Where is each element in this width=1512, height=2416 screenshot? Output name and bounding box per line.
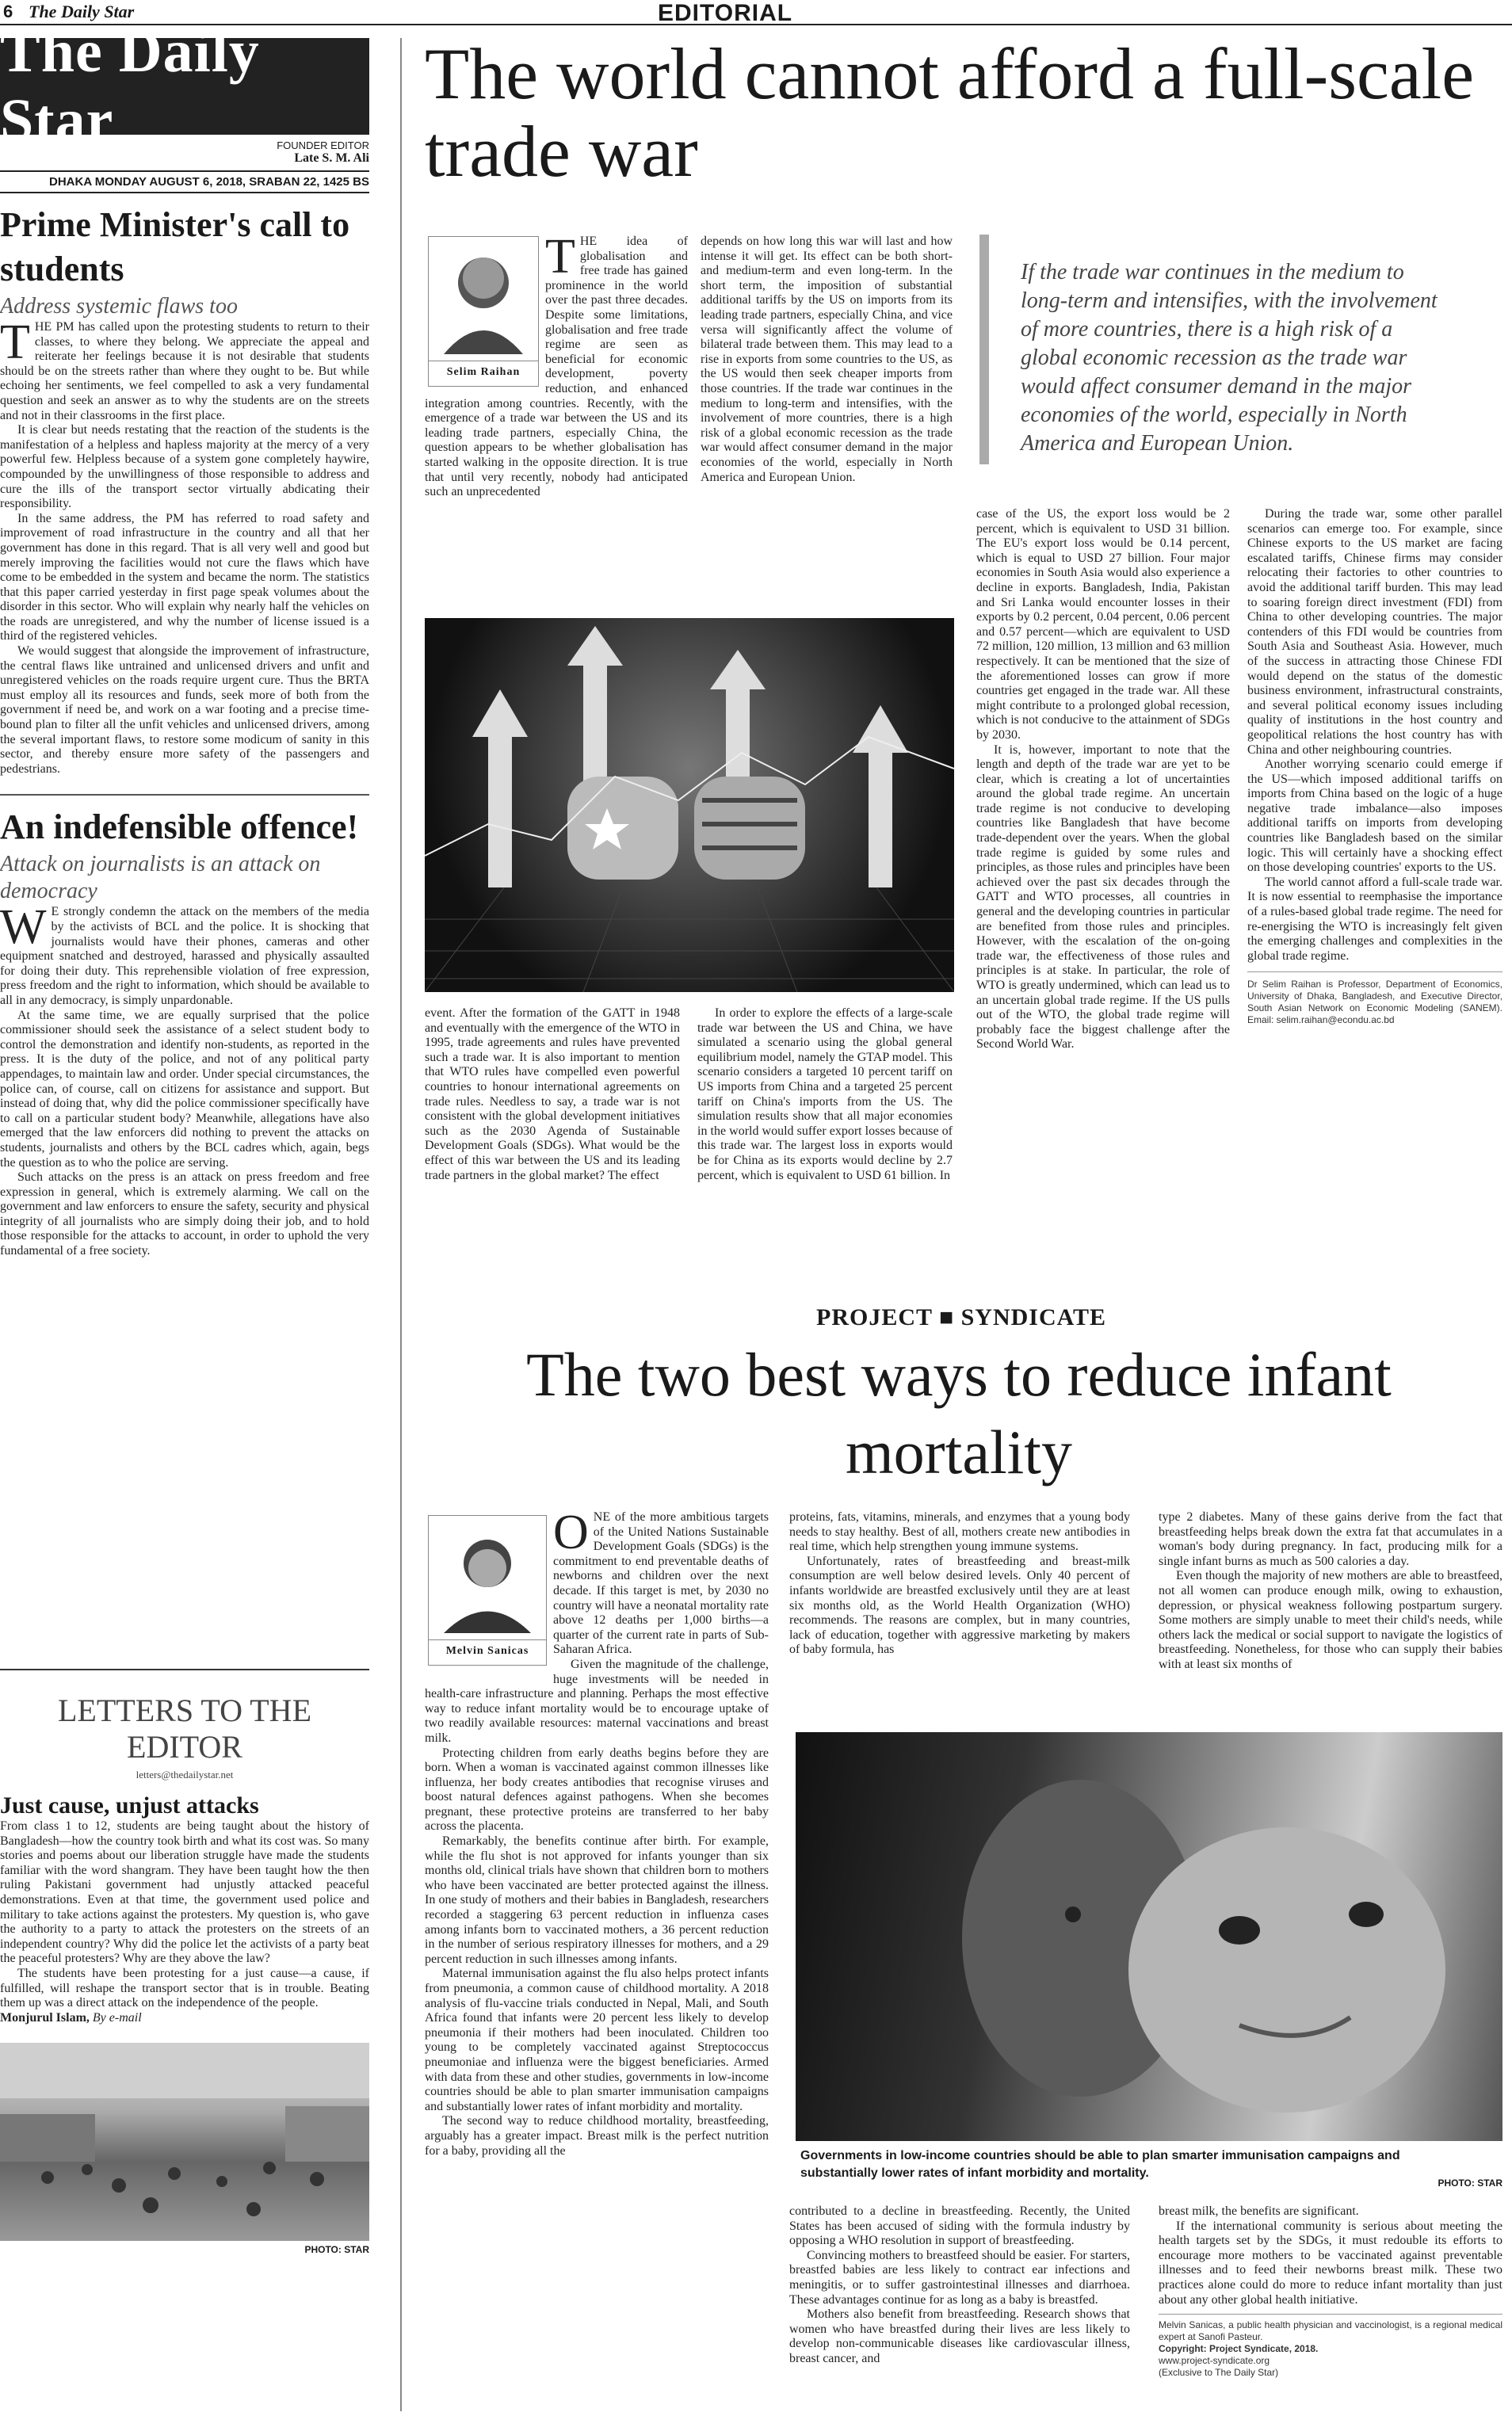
letters-section — [0, 1669, 369, 2255]
masthead: The Daily Star — [0, 38, 369, 135]
author-name: Selim Raihan — [429, 361, 538, 379]
pull-quote: If the trade war continues in the medium to long-term and intensifies, with the involvement of more countries, there is a high risk of a global economic recession as the trade war would affect consumer demand in the major economies of the world, especially in North America and European Union. — [979, 235, 1455, 464]
article2-headline: The two best ways to reduce infant mortality — [526, 1340, 1392, 1487]
article2-col1 — [425, 1506, 769, 2158]
paragraph: Maternal immunisation against the flu also helps protect infants from pneumonia, a common cause of childhood mortality. A 2018 analysis of flu-vaccine trials conducted in Nepal, Mali, and South Africa found that infants were 20 percent less likely to develop pneumonia if their mothers had been inoculated. Children too young to be completely vaccinated against Streptococcus pneumoniae and influenza were the biggest beneficiaries. Armed with data from these and other studies, governments in low-income countries should be able to plan smarter immunisation campaigns and substantially lower rates of infant morbidity and mortality. — [425, 1967, 769, 2113]
author-bio: Dr Selim Raihan is Professor, Department of Economics, University of Dhaka, Bangladesh, and Executive Director, South Asian Network on Economic Modeling (SANEM). Email: selim.raihan@econdu.ac.bd — [1247, 971, 1502, 1026]
section-title: EDITORIAL — [658, 0, 793, 26]
paragraph: case of the US, the export loss would be 2 percent, which is equivalent to USD 31 billion. The EU's export loss would be 0.14 percent, which is equal to USD 27 billion. Four major economies in South Asia would also experience a decline in exports. Bangladesh, India, Pakistan and Sri Lanka would encounter losses in their exports by 0.2 percent, 0.04 percent, 0.06 percent and 0.57 percent—which are equivalent to USD 72 million, 120 million, 13 million and 63 million respectively. It can be mentioned that the size of the aforementioned losses can grow if more countries get engaged in the trade war. All these might contribute to a prolonged global recession, which is not conducive to the attainment of SDGs by 2030. — [976, 507, 1231, 742]
paragraph: Remarkably, the benefits continue after birth. For example, while the flu shot is not approved for infants younger than six months old, clinical trials have shown that children born to mothers who have been vaccinated are better protected against the illness. In one study of mothers and their babies in Bangladesh, researchers recorded a staggering 63 percent reduction in influenza cases among infants born to vaccinated mothers, a 36 percent reduction in the number of serious respiratory illnesses for mothers, and a 29 percent reduction in such illnesses among infants. — [425, 1834, 769, 1966]
editorial-2-title: An indefensible offence! — [0, 807, 359, 847]
page-number: 6 — [3, 2, 13, 21]
article2-col4 — [789, 2204, 1130, 2367]
letter-via: By e-mail — [92, 2010, 142, 2025]
paragraph: HE idea of globalisation and free trade has gained prominence in the world over the past three decades. Despite some limitations, globalisation and free trade regime are seen as beneficial for economic development, poverty reduction, and enhanced integration among countries. Recently, with the emergence of a trade war between the US and its leading trade partners, especially China, the question appears to be whether globalisation has started walking in the opposite direction. It is true that until very recently, nobody had anticipated such an unprecedented — [425, 235, 688, 499]
paragraph: In the same address, the PM has referred to road safety and improvement of road infrastructure in the country and all that her government has done in this regard. That is all very well and good but merely improving the facilities would not cure the flaws which have come to be embedded in the system and became the norm. The statistics that this paper carried yesterday in first page speak volumes about the disorder in this sector. Who will explain why nearly half the vehicles on the roads are unregistered, and why the number of license issued is a third of the registered vehicles. — [0, 511, 369, 643]
article1-col3 — [425, 1006, 680, 1183]
article1-col1 — [425, 230, 688, 500]
trade-war-graphic — [425, 618, 954, 992]
photo-caption: Governments in low-income countries should be able to plan smarter immunisation campaigns and substantially lower rates of infant morbidity and mortality. — [800, 2149, 1400, 2180]
protest-photo-image — [0, 2043, 369, 2241]
protest-photo — [0, 2043, 369, 2241]
paragraph: Such attacks on the press is an attack on press freedom and free expression in general, which is extremely alarming. We call on the government and law enforcers to ensure the safety, security and physical integrity of all journalists who are simply doing their job, and to hold those responsible for the attacks to account, in order to uphold the very fundamental of a free society. — [0, 1170, 369, 1258]
letter-photo-credit: PHOTO: STAR — [304, 2244, 369, 2256]
paragraph: depends on how long this war will last and how intense it will get. Its effect can be both short- and medium-term and even long-term. In the short term, the imposition of substantial additional tariffs by the US on imports from its leading trade partners, especially China, and vice versa will significantly affect the volume of bilateral trade between them. This may lead to a rise in exports from some countries to the US, as the US would then seek cheaper imports from those countries. If the trade war continues in the medium to long-term and intensifies, with the involvement of more countries, there is a high risk of a global economic recession as the trade war would affect consumer demand in the major economies of the world, especially in North America and European Union. — [701, 235, 953, 484]
letter-body — [0, 1819, 369, 2025]
syndicate-url: www.project-syndicate.org — [1159, 2355, 1270, 2367]
paragraph: Convincing mothers to breastfeed should be easier. For starters, breastfed babies are less likely to contract ear infections and meningitis, or to suffer gastrointestinal illnesses and diarrhoea. These advantages continue for as long as a baby is breastfed. — [789, 2248, 1130, 2307]
paragraph: During the trade war, some other parallel scenarios can emerge too. For example, since Chinese exports to the US market are facing escalated tariffs, Chinese firms may consider relocating their factories to other countries to avoid the additional tariff burden. This may lead to soaring foreign direct investment (FDI) from China to other developing countries. The major contenders of this FDI would be countries from South Asia and Southeast Asia. However, much of the success in attracting those Chinese FDI would depend on the status of the domestic business environment, infrastructural constraints, and several political economy issues including quality of institutions in the host country and geopolitical relations the host country has with China and other neighbouring countries. — [1247, 507, 1502, 757]
paragraph: It is clear but needs restating that the reaction of the students is the manifestation of a helpless and hapless majority at the mercy of a very powerful few. Helpless because of a system gone completely haywire, compounded by the unwillingness of those responsible to address and cure the ills of the transport sector virtually abdicating their responsibility. — [0, 423, 369, 511]
paragraph: From class 1 to 12, students are being taught about the history of Bangladesh—how the country took birth and what its cost was. So many stories and poems about our liberation struggle have made the students familiar with the word shangram. They have been taught how the then ruling Pakistani government had unjustly attacked peaceful demonstrations. Even at that time, the government used police and military to take actions against the protesters. My question is, who gave the authority to a party to attack the protesters on the streets of an independent country? Why did the police let the activists of a party beat the peaceful protesters? Why are they above the law? — [0, 1819, 369, 1966]
column-divider — [400, 38, 402, 2411]
article1-headline: The world cannot afford a full-scale trade war — [425, 33, 1475, 192]
paragraph: Unfortunately, rates of breastfeeding and breast-milk consumption are well below desired levels. Only 40 percent of infants worldwide are breastfed exclusively until they are at least six months old, as the World Health Organization (WHO) recommends. The reasons are complex, but in many countries, lack of education, together with aggressive marketing by makers of baby formula, has — [789, 1554, 1130, 1657]
left-column — [0, 18, 369, 1259]
article1-col5 — [976, 507, 1230, 1052]
paragraph: At the same time, we are equally surprised that the police commissioner should seek the assistance of a select student body to control the demonstration and identify non-students, as reported in the press. It is the duty of the police, and not of any political party appendages, to maintain law and order. Under special circumstances, the police can, of course, call on citizens for assistance and support. But instead of doing that, why did the police commissioner specifically have to call on a particular student body? Meanwhile, allegations have also emerged that the law enforcers did nothing to prevent the attacks on students, journalists and others by the BCL cadres which, again, begs the question as to who the police are serving. — [0, 1008, 369, 1170]
paragraph: type 2 diabetes. Many of these gains derive from the fact that breastfeeding helps break down the extra fat that accumulates in a woman's body during pregnancy. In fact, producing milk for a single infant burns as much as 500 calories a day. — [1159, 1510, 1502, 1568]
article2-col5 — [1159, 2204, 1502, 2379]
editorial-1-subtitle: Address systemic flaws too — [0, 294, 238, 319]
paragraph: If the international community is serious about meeting the health targets set by the SDGs, it must redouble its efforts to encourage more mothers to be vaccinated against preventable illnesses and to feed their newborns breast milk. These two practices alone could do more to reduce infant mortality than just about any other global health initiative. — [1159, 2219, 1502, 2307]
paragraph: event. After the formation of the GATT in 1948 and eventually with the emergence of the WTO in 1995, trade agreements and rules have prevented such a trade war. It is also important to mention that WTO rules have compelled even powerful countries to honour international agreements on trade rules. Needless to say, a trade war is not consistent with the global development initiatives such as the 2030 Agenda of Sustainable Development Goals (SDGs). What would be the effect of this war between the US and its leading trade partners in the global market? The effect — [425, 1006, 680, 1182]
paragraph: Protecting children from early deaths begins before they are born. When a woman is vaccinated against common illnesses like influenza, her body creates antibodies that recognise viruses and boost natural defences against pathogens. When she becomes pregnant, these protective proteins are transferred to her baby across the placenta. — [425, 1746, 769, 1834]
founder-label: FOUNDER EDITOR — [277, 139, 369, 151]
article2-col3 — [1159, 1510, 1502, 1673]
paragraph: Even though the majority of new mothers are able to breastfeed, not all women can produce enough milk, owing to exhaustion, depression, or physical weakness following postpartum surgery. Some mothers are simply unable to meet their child's needs, while others lack the medical or social support to navigate the logistics of breastfeeding. Nonetheless, for those who can supply their babies with at least six months of — [1159, 1569, 1502, 1671]
mother-baby-photo — [796, 1732, 1502, 2141]
bio-text: Melvin Sanicas, a public health physician and vaccinologist, is a regional medical expert at Sanofi Pasteur. — [1159, 2319, 1502, 2343]
editorial-2-body — [0, 900, 369, 1258]
editorial-1-body — [0, 315, 369, 777]
paragraph: NE of the more ambitious targets of the United Nations Sustainable Development Goals (SDGs) is the commitment to end preventable deaths of newborns and children over the next decade. If this target is met, by 2030 no country will have a neonatal mortality rate above 12 deaths per 1,000 births—a quarter of the current rate in parts of Sub-Saharan Africa. — [553, 1510, 769, 1657]
paper-name: The Daily Star — [29, 2, 135, 21]
syndicate-logo: PROJECT ■ SYNDICATE — [816, 1304, 1107, 1330]
editorial-2-subtitle: Attack on journalists is an attack on democracy — [0, 852, 321, 904]
letter-headline: Just cause, unjust attacks — [0, 1792, 259, 1819]
author-bio — [1159, 2314, 1502, 2379]
paragraph: We would suggest that alongside the improvement of infrastructure, the central flaws like untrained and unlicensed drivers and unfit and unregistered vehicles on the roads require urgent cure. Thus the BRTA must employ all its resources and funds, seek more of both from the government if need be, and work on a war footing and a precise time-bound plan to filter all the unfit vehicles and unlicensed drivers, among the several important flaws, to restore some modicum of sanity in this sector, and thereby ensure more safety of the passengers and pedestrians. — [0, 644, 369, 776]
dropcap: T — [545, 230, 575, 284]
photo-credit: PHOTO: STAR — [1438, 2177, 1502, 2189]
author-name: Melvin Sanicas — [429, 1639, 546, 1658]
article1-col4 — [697, 1006, 953, 1183]
paragraph: The students have been protesting for a just cause—a cause, if fulfilled, will reshape the transport sector that is in trouble. Beating them up was a direct attack on the independence of the people. — [0, 1966, 369, 2010]
trade-war-image — [425, 618, 954, 992]
paragraph: HE PM has called upon the protesting students to return to their classes, to where they belong. We appreciate the appeal and reiterate her feelings because it is not desirable that students should be on the streets rather than where they ought to be. But while echoing her sentiments, we feel compelled to ask a very fundamental question and seek an answer as to why the students are on the streets and not in their classrooms in the first place. — [0, 320, 369, 422]
paragraph: The world cannot afford a full-scale trade war. It is now essential to reemphasise the importance of a rules-based global trade regime. The need for re-energising the WTO is increasingly felt given the emerging challenges and complexities in the global trade regime. — [1247, 875, 1502, 963]
dateline: DHAKA MONDAY AUGUST 6, 2018, SRABAN 22, 1425 BS — [0, 170, 369, 193]
paragraph: It is, however, important to note that the length and depth of the trade war are yet to be clear, which is creating a lot of uncertainties around the global trade regime. An uncertain trade regime is not conducive to developing countries like Bangladesh that have become trade-dependent over the years. When the global trade regime is guided by some rules and principles, as those rules and principles have been achieved over the past six decades through the GATT and WTO processes, all countries in general and the developing countries in particular are benefited from those rules and principles. However, with the escalation of the on-going trade war, the effectiveness of those rules and principles is at stake. In particular, the role of WTO is greatly undermined, which can lead us to an uncertain global trade regime. If the US pulls out of the WTO, the global trade regime will probably face the biggest challenge after the Second World War. — [976, 742, 1230, 1052]
founder-name: Late S. M. Ali — [294, 151, 369, 165]
article2-col2 — [789, 1510, 1130, 1658]
dropcap: O — [553, 1506, 589, 1559]
article1-col6 — [1247, 507, 1502, 1026]
letters-title: LETTERS TO THE EDITOR — [58, 1693, 311, 1765]
paragraph: In order to explore the effects of a large-scale trade war between the US and China, we have simulated a scenario using the global general equilibrium model, namely the GTAP model. This scenario considers a targeted 10 percent tariff on US imports from China and a targeted 25 percent tariff on China's imports from the US. The simulation results show that all major economies in the world would suffer export losses because of this trade war. The largest loss in exports would be for China as its exports would decline by 2.7 percent, which is equivalent to USD 61 billion. In — [697, 1006, 953, 1182]
paragraph: contributed to a decline in breastfeeding. Recently, the United States has been accused of siding with the formula industry by opposing a WHO resolution in support of breastfeeding. — [789, 2204, 1130, 2248]
paragraph: The second way to reduce childhood mortality, breastfeeding, arguably has a greater impact. Breast milk is the perfect nutrition for a baby, providing all the — [425, 2114, 769, 2158]
dropcap: T — [0, 315, 30, 369]
paragraph: Mothers also benefit from breastfeeding. Research shows that women who have breastfed during their lives are less likely to develop non-communicable diseases like cardiovascular illness, breast cancer, and — [789, 2307, 1130, 2365]
exclusive-note: (Exclusive to The Daily Star) — [1159, 2367, 1279, 2379]
paragraph: Another worrying scenario could emerge if the US—which imposed additional tariffs on imports from China based on the logic of a huge negative trade imbalance—also imposes additional tariffs on imports from developing countries like Bangladesh based on the similar logic. This will certainly have a shocking effect on those developing countries' exports to the US. — [1247, 758, 1502, 875]
letter-signature: Monjurul Islam, — [0, 2010, 90, 2025]
paragraph: Given the magnitude of the challenge, huge investments will be needed in health-care infrastructure and planning. Perhaps the most effective way to reduce infant mortality would be to encourage uptake of two readily available resources: maternal vaccinations and breast milk. — [425, 1657, 769, 1745]
paragraph: proteins, fats, vitamins, minerals, and enzymes that a young body needs to stay healthy. Best of all, mothers create new antibodies in real time, which help strengthen young immune systems. — [789, 1510, 1130, 1554]
paragraph: breast milk, the benefits are significant. — [1159, 2204, 1359, 2218]
copyright: Copyright: Project Syndicate, 2018. — [1159, 2343, 1319, 2355]
article1-col2 — [701, 235, 953, 485]
letters-email: letters@thedailystar.net — [136, 1769, 234, 1781]
mother-baby-image — [796, 1732, 1502, 2141]
dropcap: W — [0, 900, 47, 955]
editorial-1-title: Prime Minister's call to students — [0, 205, 350, 288]
paragraph: E strongly condemn the attack on the members of the media by the activists of BCL and the police. It is shocking that journalists would have their phones, cameras and other equipment snatched and destroyed, harassed and physically assaulted for doing their duty. This reprehensible violation of free expression, press freedom and the right to information, which should be available to all in any democracy, is simply unpardonable. — [0, 905, 369, 1007]
